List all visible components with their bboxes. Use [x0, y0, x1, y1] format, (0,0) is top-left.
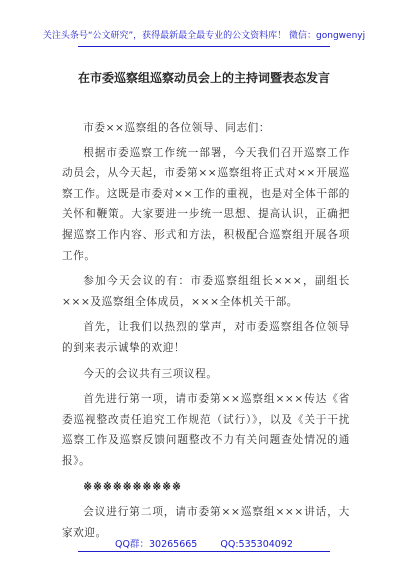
footer-divider [78, 551, 330, 552]
body-paragraph: 首先，让我们以热烈的掌声，对市委巡察组各位领导的到来表示诚挚的欢迎！ [62, 321, 350, 354]
body-paragraph: 会议进行第二项，请市委第××巡察组×××讲话，大家欢迎。 [62, 506, 350, 539]
document-title: 在市委巡察组巡察动员会上的主持词暨表态发言 [77, 71, 330, 85]
header-divider [78, 46, 330, 47]
body-paragraph: 根据市委巡察工作统一部署，今天我们召开巡察工作动员会，从今天起，市委第××巡察组将正式对××开展巡察工作。这既是市委对××工作的重视，也是对全体干部的关怀和鞭策。大家要进一步统一思想、提高认识，正确把握巡察工作内容、形式和方法，积极配合巡察组开展各项工作。 [62, 146, 350, 262]
footer-qq-group: QQ群：30265665 [115, 539, 198, 550]
salutation-paragraph: 市委××巡察组的各位领导、同志们： [83, 122, 271, 134]
section-separator: ※※※※※※※※※※ [83, 480, 182, 493]
body-paragraph: 参加今天会议的有：市委巡察组组长×××，副组长×××及巡察组全体成员，×××全体机关干部。 [62, 275, 350, 308]
document-body [62, 118, 350, 548]
footer-contact [0, 536, 408, 550]
body-paragraph: 首先进行第一项，请市委第××巡察组×××传达《省委巡视整改责任追究工作规范（试行）》，以及《关于干扰巡察工作及巡察反馈问题整改不力有关问题查处情况的通报》。 [62, 393, 350, 467]
header-promo-note: 关注头条号“公文研究”，获得最新最全最专业的公文资料库！ 微信：gongwenyj [42, 31, 366, 41]
footer-qq: QQ:535304092 [220, 539, 293, 550]
body-paragraph: 今天的会议共有三项议程。 [83, 367, 218, 380]
